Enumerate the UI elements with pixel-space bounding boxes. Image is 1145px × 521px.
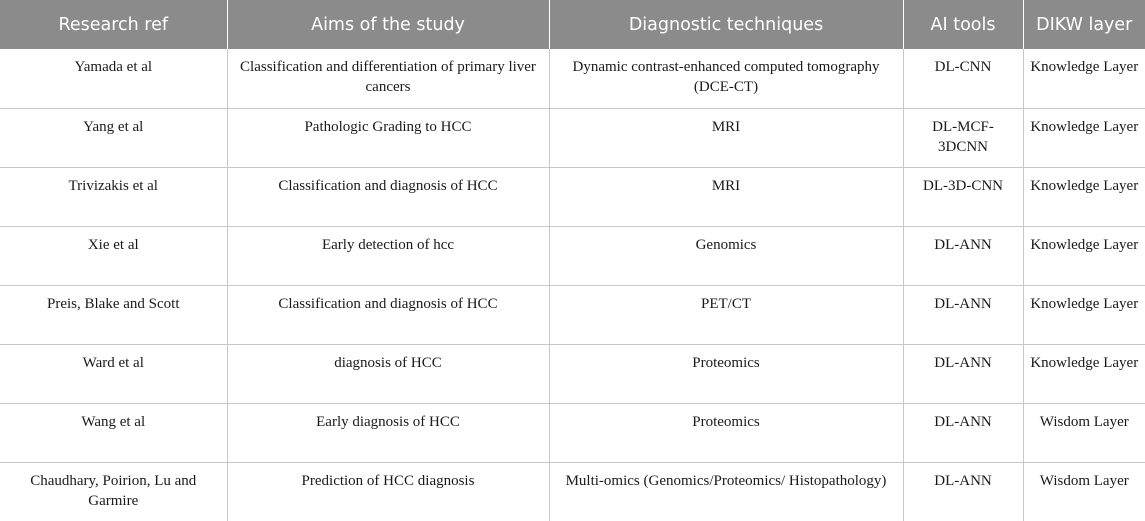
- cell-dikw-layer: Knowledge Layer: [1023, 49, 1145, 108]
- cell-diagnostic-technique: Dynamic contrast-enhanced computed tomography (DCE-CT): [549, 49, 903, 108]
- cell-research-ref: Preis, Blake and Scott: [0, 285, 227, 344]
- cell-aims: Pathologic Grading to HCC: [227, 108, 549, 167]
- cell-ai-tool: DL-ANN: [903, 403, 1023, 462]
- table-row: [0, 403, 1145, 462]
- cell-diagnostic-technique: Genomics: [549, 226, 903, 285]
- cell-diagnostic-technique: Multi-omics (Genomics/Proteomics/ Histopathology): [549, 462, 903, 521]
- cell-aims: Classification and differentiation of primary liver cancers: [227, 49, 549, 108]
- table-row: [0, 462, 1145, 521]
- table-row: [0, 226, 1145, 285]
- cell-diagnostic-technique: Proteomics: [549, 344, 903, 403]
- cell-dikw-layer: Knowledge Layer: [1023, 108, 1145, 167]
- table-row: [0, 167, 1145, 226]
- cell-diagnostic-technique: PET/CT: [549, 285, 903, 344]
- table-row: [0, 344, 1145, 403]
- cell-aims: Classification and diagnosis of HCC: [227, 285, 549, 344]
- cell-dikw-layer: Knowledge Layer: [1023, 167, 1145, 226]
- table-row: [0, 285, 1145, 344]
- table-header: [0, 0, 1145, 49]
- header-dikw-layer: DIKW layer: [1023, 0, 1145, 49]
- cell-aims: Classification and diagnosis of HCC: [227, 167, 549, 226]
- cell-dikw-layer: Knowledge Layer: [1023, 226, 1145, 285]
- cell-research-ref: Wang et al: [0, 403, 227, 462]
- cell-dikw-layer: Knowledge Layer: [1023, 344, 1145, 403]
- header-research-ref: Research ref: [0, 0, 227, 49]
- table-body: [0, 49, 1145, 521]
- cell-ai-tool: DL-3D-CNN: [903, 167, 1023, 226]
- header-ai-tools: AI tools: [903, 0, 1023, 49]
- cell-ai-tool: DL-ANN: [903, 226, 1023, 285]
- cell-dikw-layer: Wisdom Layer: [1039, 472, 1129, 489]
- cell-research-ref: Ward et al: [0, 344, 227, 403]
- cell-research-ref: Yamada et al: [0, 49, 227, 108]
- cell-dikw-layer: Wisdom Layer: [1023, 403, 1145, 462]
- cell-dikw-layer: Knowledge Layer: [1023, 285, 1145, 344]
- header-row: [0, 0, 1145, 49]
- header-aims: Aims of the study: [227, 0, 549, 49]
- cell-ai-tool: DL-ANN: [903, 344, 1023, 403]
- cell-aims: Early diagnosis of HCC: [227, 403, 549, 462]
- cell-research-ref: Xie et al: [0, 226, 227, 285]
- cell-research-ref: Yang et al: [0, 108, 227, 167]
- cell-research-ref: Trivizakis et al: [0, 167, 227, 226]
- table-row: [0, 49, 1145, 108]
- header-diagnostic-techniques: Diagnostic techniques: [549, 0, 903, 49]
- cell-diagnostic-technique: Proteomics: [549, 403, 903, 462]
- cell-aims: Prediction of HCC diagnosis: [227, 462, 549, 521]
- cell-ai-tool: DL-ANN: [903, 285, 1023, 344]
- cell-ai-tool: DL-MCF-3DCNN: [903, 108, 1023, 167]
- cell-aims: Early detection of hcc: [227, 226, 549, 285]
- cell-diagnostic-technique: MRI: [549, 167, 903, 226]
- cell-ai-tool: DL-ANN: [903, 462, 1023, 521]
- cell-diagnostic-technique: MRI: [549, 108, 903, 167]
- cell-ai-tool: DL-CNN: [903, 49, 1023, 108]
- cell-research-ref: Chaudhary, Poirion, Lu and Garmire: [0, 462, 227, 521]
- cell-aims: diagnosis of HCC: [227, 344, 549, 403]
- table-row: [0, 108, 1145, 167]
